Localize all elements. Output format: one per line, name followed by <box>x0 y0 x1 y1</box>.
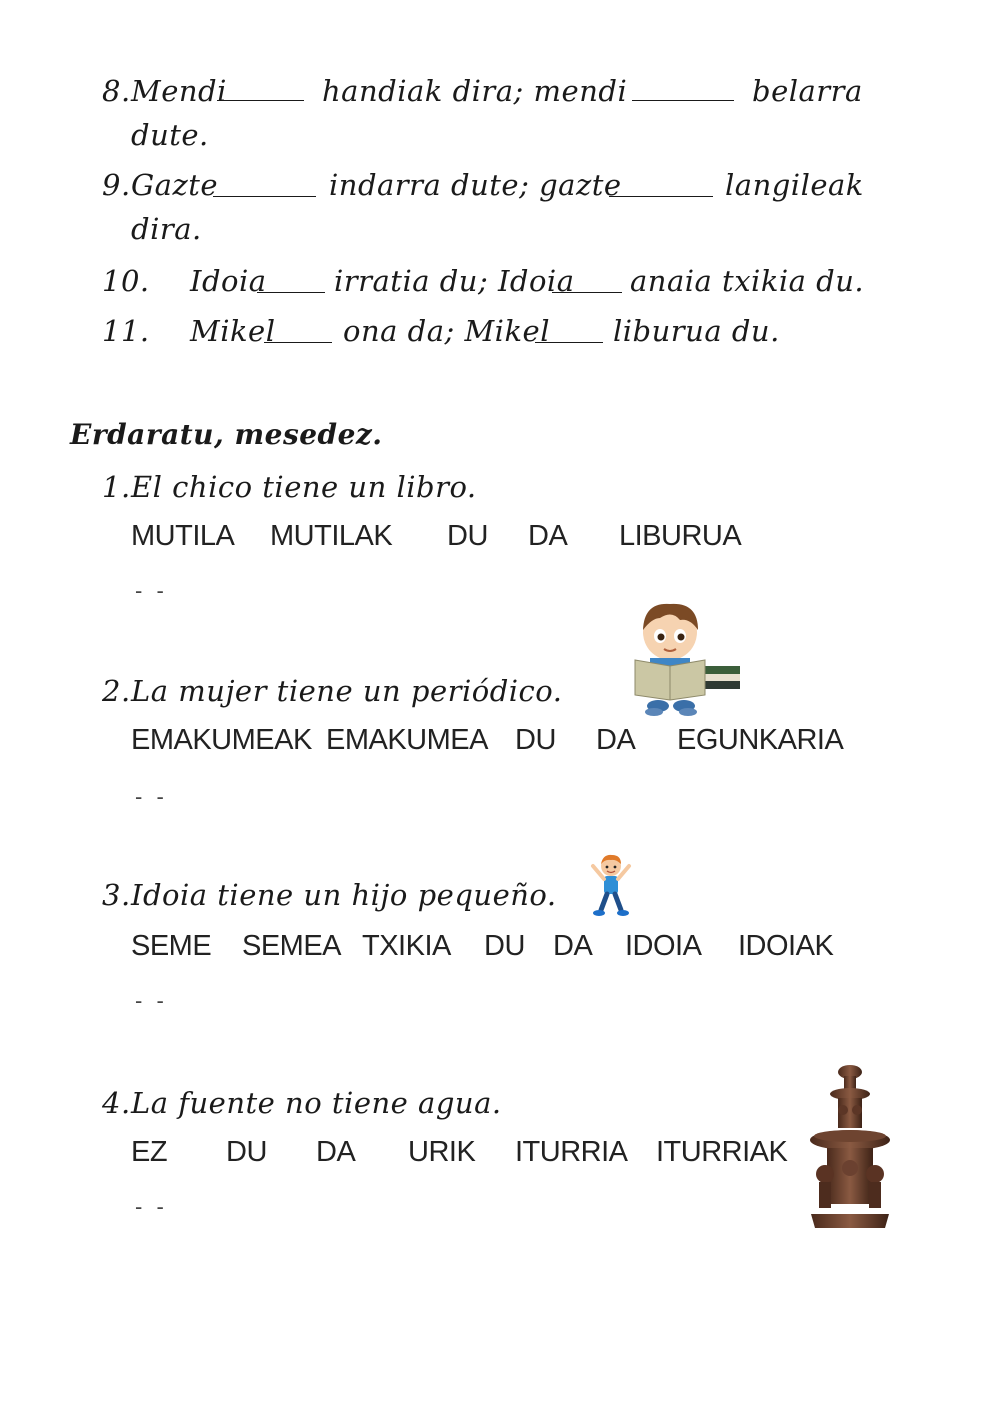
word-chip[interactable]: DU <box>447 520 488 552</box>
answer-blank[interactable] <box>552 292 622 293</box>
item-text: belarra <box>752 74 863 108</box>
item-text: irratia du; Idoia <box>334 264 575 298</box>
word-chip[interactable]: DU <box>226 1136 267 1168</box>
item-text: ona da; Mikel <box>343 314 550 348</box>
answer-blank[interactable] <box>257 292 325 293</box>
item-number: 10. <box>102 264 150 298</box>
item-text: anaia txikia du. <box>630 264 865 298</box>
answer-blank[interactable] <box>264 342 332 343</box>
item-text: Gazte <box>131 168 219 202</box>
word-chip[interactable]: MUTILA <box>131 520 235 552</box>
answer-blank[interactable] <box>535 342 603 343</box>
fountain-image <box>805 1064 895 1234</box>
word-chip[interactable]: MUTILAK <box>270 520 393 552</box>
word-chip[interactable]: IDOIA <box>625 930 702 962</box>
answer-blank[interactable] <box>609 196 713 197</box>
word-chip[interactable]: DU <box>484 930 525 962</box>
item-text: dute. <box>131 118 209 152</box>
item-text: indarra dute; gazte <box>329 168 622 202</box>
item-number: 11. <box>102 314 150 348</box>
item-number: 2. <box>102 674 131 708</box>
word-chip[interactable]: DA <box>553 930 593 962</box>
answer-blank[interactable] <box>213 196 316 197</box>
boy-reading-image <box>630 600 745 718</box>
word-chip[interactable]: URIK <box>408 1136 476 1168</box>
answer-blank[interactable] <box>217 100 304 101</box>
answer-blank[interactable] <box>632 100 734 101</box>
item-text: Idoia <box>190 264 267 298</box>
section-title: Erdaratu, mesedez. <box>70 418 383 451</box>
word-chip[interactable]: EZ <box>131 1136 168 1168</box>
item-number: 8. <box>102 74 131 108</box>
word-chip[interactable]: SEMEA <box>242 930 342 962</box>
item-number: 9. <box>102 168 131 202</box>
word-chip[interactable]: SEME <box>131 930 212 962</box>
word-chip[interactable]: DU <box>515 724 556 756</box>
word-chip[interactable]: ITURRIA <box>515 1136 628 1168</box>
word-chip[interactable]: DA <box>596 724 636 756</box>
word-chip[interactable]: EGUNKARIA <box>677 724 844 756</box>
item-text: Mikel <box>190 314 276 348</box>
item-text: langileak <box>725 168 864 202</box>
item-text: Mendi <box>131 74 227 108</box>
running-child-image <box>585 852 637 918</box>
item-text: dira. <box>131 212 202 246</box>
item-text: liburua du. <box>613 314 780 348</box>
word-chip[interactable]: EMAKUMEA <box>326 724 488 756</box>
item-number: 1. <box>102 470 131 504</box>
word-chip[interactable]: DA <box>316 1136 356 1168</box>
spanish-sentence: La fuente no tiene agua. <box>131 1086 502 1120</box>
word-chip[interactable]: DA <box>528 520 568 552</box>
word-chip[interactable]: IDOIAK <box>738 930 834 962</box>
word-chip[interactable]: EMAKUMEAK <box>131 724 312 756</box>
item-number: 3. <box>102 878 131 912</box>
spanish-sentence: Idoia tiene un hijo pequeño. <box>131 878 557 912</box>
answer-field[interactable]: - - <box>135 784 168 809</box>
answer-field[interactable]: - - <box>135 988 168 1013</box>
word-chip[interactable]: TXIKIA <box>362 930 451 962</box>
spanish-sentence: La mujer tiene un periódico. <box>131 674 563 708</box>
answer-field[interactable]: - - <box>135 578 168 603</box>
item-number: 4. <box>102 1086 131 1120</box>
word-chip[interactable]: LIBURUA <box>619 520 742 552</box>
answer-field[interactable]: - - <box>135 1194 168 1219</box>
item-text: handiak dira; mendi <box>322 74 628 108</box>
word-chip[interactable]: ITURRIAK <box>656 1136 788 1168</box>
spanish-sentence: El chico tiene un libro. <box>131 470 477 504</box>
